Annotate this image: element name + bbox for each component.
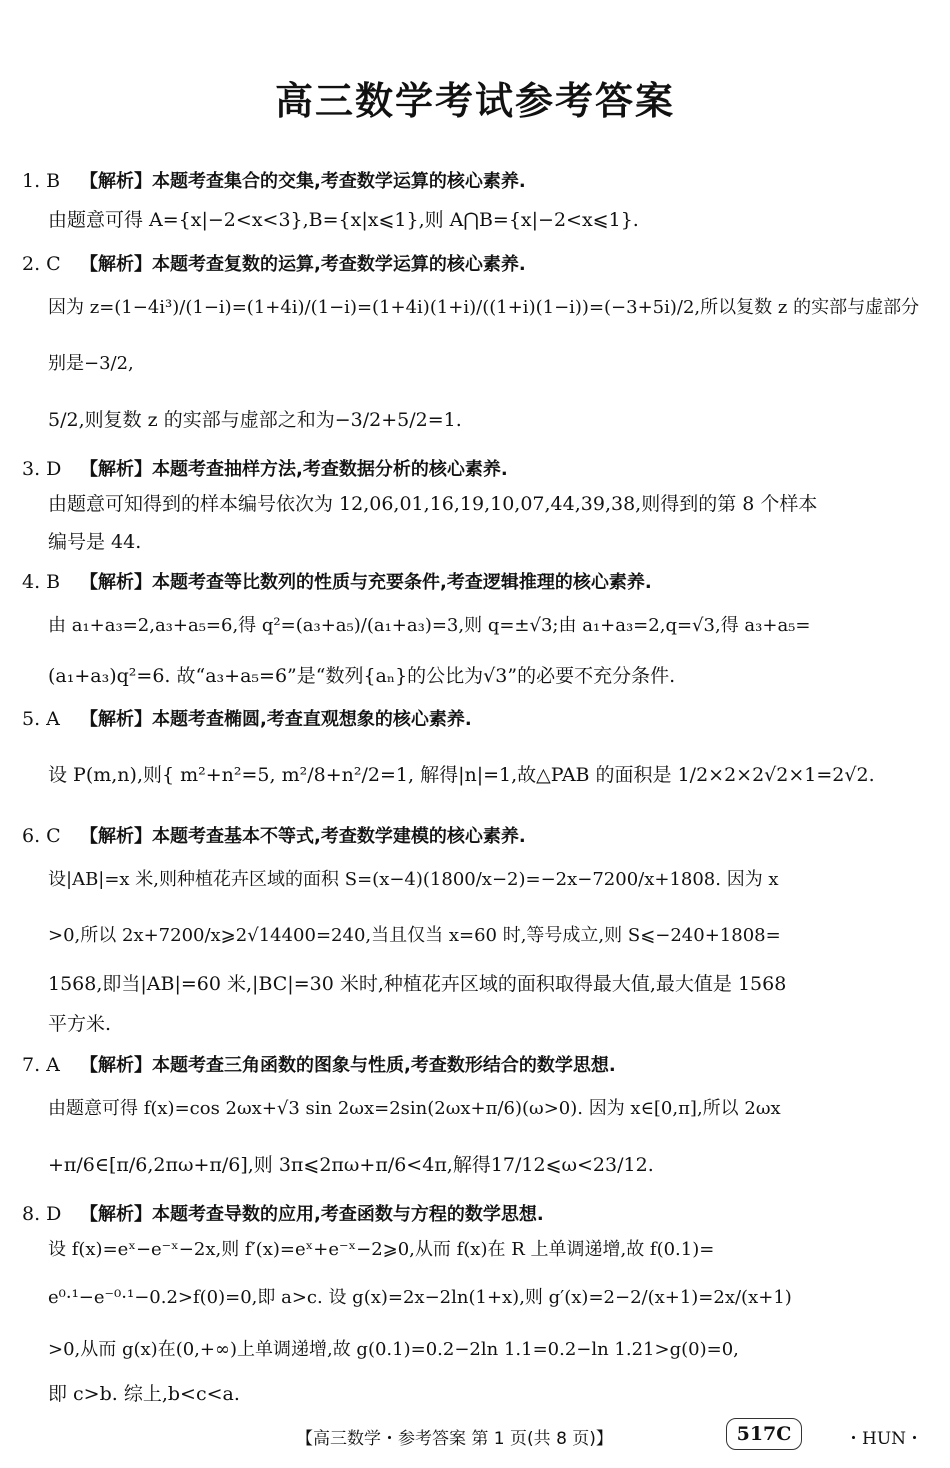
answer-line: >0,从而 g(x)在(0,+∞)上单调递增,故 g(0.1)=0.2−2ln 1.1=0.2−ln 1.21>g(0)=0, — [48, 1339, 739, 1360]
answer-header — [22, 821, 928, 852]
answer-line: 由题意可得 A={x|−2<x<3},B={x|x⩽1},则 A⋂B={x|−2<x⩽1}. — [48, 209, 639, 231]
analysis-tag: 【解析】 — [80, 1055, 152, 1076]
answer-body — [22, 735, 928, 815]
answer-body — [22, 598, 928, 698]
answer-line: +π/6∈[π/6,2πω+π/6],则 3π⩽2πω+π/6<4π,解得17/12⩽ω<23/12. — [48, 1154, 654, 1176]
answer-body — [22, 197, 928, 243]
answer-summary: 本题考查复数的运算,考查数学运算的核心素养. — [152, 254, 526, 275]
answer-line: e⁰·¹−e⁻⁰·¹−0.2>f(0)=0,即 a>c. 设 g(x)=2x−2ln(1+x),则 g′(x)=2−2/(x+1)=2x/(x+1) — [48, 1287, 792, 1308]
answer-line: 设 P(m,n),则{ m²+n²=5, m²/8+n²/2=1, 解得|n|=1,故△PAB 的面积是 1/2×2×2√2×1=2√2. — [48, 764, 875, 786]
answer-number: 6. C — [22, 825, 61, 847]
answer-line: 1568,即当|AB|=60 米,|BC|=30 米时,种植花卉区域的面积取得最大值,最大值是 1568 — [48, 973, 787, 995]
answer-line: 即 c>b. 综上,b<c<a. — [48, 1383, 240, 1405]
answer-summary: 本题考查抽样方法,考查数据分析的核心素养. — [152, 459, 508, 480]
answer-line: 编号是 44. — [48, 531, 142, 553]
answer-header — [22, 567, 928, 598]
answer-line: 因为 z=(1−4i³)/(1−i)=(1+4i)/(1−i)=(1+4i)(1+i)/((1+i)(1−i))=(−3+5i)/2,所以复数 z 的实部与虚部分别是−3/2, — [48, 297, 920, 374]
answer-item — [22, 166, 928, 243]
answer-summary: 本题考查集合的交集,考查数学运算的核心素养. — [152, 171, 526, 192]
footer-text: 【高三数学・参考答案 第 1 页(共 8 页)】 — [296, 1429, 613, 1449]
answer-item — [22, 704, 928, 815]
answer-summary: 本题考查导数的应用,考查函数与方程的数学思想. — [152, 1204, 544, 1225]
answer-item — [22, 249, 928, 448]
answer-item — [22, 454, 928, 561]
answer-line: >0,所以 2x+7200/x⩾2√14400=240,当且仅当 x=60 时,等号成立,则 S⩽−240+1808= — [48, 925, 781, 946]
answer-item — [22, 1050, 928, 1193]
answer-body — [22, 852, 928, 1044]
analysis-tag: 【解析】 — [80, 709, 152, 730]
answer-number: 8. D — [22, 1203, 62, 1225]
answer-line: 由 a₁+a₃=2,a₃+a₅=6,得 q²=(a₃+a₅)/(a₁+a₃)=3,则 q=±√3;由 a₁+a₃=2,q=√3,得 a₃+a₅= — [48, 615, 811, 636]
answer-header — [22, 1199, 928, 1230]
answer-number: 1. B — [22, 170, 61, 192]
answer-number: 5. A — [22, 708, 60, 730]
answer-header — [22, 704, 928, 735]
answer-header — [22, 249, 928, 280]
answer-item — [22, 1199, 928, 1414]
answer-number: 3. D — [22, 458, 62, 480]
region-code: ・HUN・ — [845, 1429, 924, 1449]
answer-header — [22, 454, 928, 485]
answer-number: 2. C — [22, 253, 61, 275]
answer-line: 由题意可知得到的样本编号依次为 12,06,01,16,19,10,07,44,39,38,则得到的第 8 个样本 — [48, 493, 818, 515]
answer-list — [22, 160, 928, 1414]
answer-summary: 本题考查基本不等式,考查数学建模的核心素养. — [152, 826, 526, 847]
analysis-tag: 【解析】 — [80, 254, 152, 275]
answer-number: 4. B — [22, 571, 61, 593]
answer-line: 由题意可得 f(x)=cos 2ωx+√3 sin 2ωx=2sin(2ωx+π/6)(ω>0). 因为 x∈[0,π],所以 2ωx — [48, 1098, 781, 1119]
answer-number: 7. A — [22, 1054, 60, 1076]
answer-item — [22, 567, 928, 698]
answer-line: 设|AB|=x 米,则种植花卉区域的面积 S=(x−4)(1800/x−2)=−2x−7200/x+1808. 因为 x — [48, 869, 779, 890]
page-footer — [0, 1418, 950, 1452]
answer-body — [22, 1081, 928, 1193]
answer-line: (a₁+a₃)q²=6. 故“a₃+a₅=6”是“数列{aₙ}的公比为√3”的必要不充分条件. — [48, 665, 676, 687]
answer-summary: 本题考查椭圆,考查直观想象的核心素养. — [152, 709, 472, 730]
answer-line: 设 f(x)=eˣ−e⁻ˣ−2x,则 f′(x)=eˣ+e⁻ˣ−2⩾0,从而 f(x)在 R 上单调递增,故 f(0.1)= — [48, 1239, 715, 1260]
answer-summary: 本题考查三角函数的图象与性质,考查数形结合的数学思想. — [152, 1055, 616, 1076]
page-title: 高三数学考试参考答案 — [274, 79, 675, 123]
analysis-tag: 【解析】 — [80, 826, 152, 847]
analysis-tag: 【解析】 — [80, 1204, 152, 1225]
analysis-tag: 【解析】 — [80, 572, 152, 593]
answer-body — [22, 280, 928, 448]
answer-item — [22, 821, 928, 1044]
answer-body — [22, 485, 928, 561]
exam-code-badge: 517C — [726, 1418, 802, 1450]
answer-summary: 本题考查等比数列的性质与充要条件,考查逻辑推理的核心素养. — [152, 572, 652, 593]
answer-line: 5/2,则复数 z 的实部与虚部之和为−3/2+5/2=1. — [48, 409, 462, 431]
answer-header — [22, 1050, 928, 1081]
answer-body — [22, 1230, 928, 1414]
analysis-tag: 【解析】 — [80, 171, 152, 192]
answer-line: 平方米. — [48, 1013, 112, 1035]
answer-header — [22, 166, 928, 197]
analysis-tag: 【解析】 — [80, 459, 152, 480]
